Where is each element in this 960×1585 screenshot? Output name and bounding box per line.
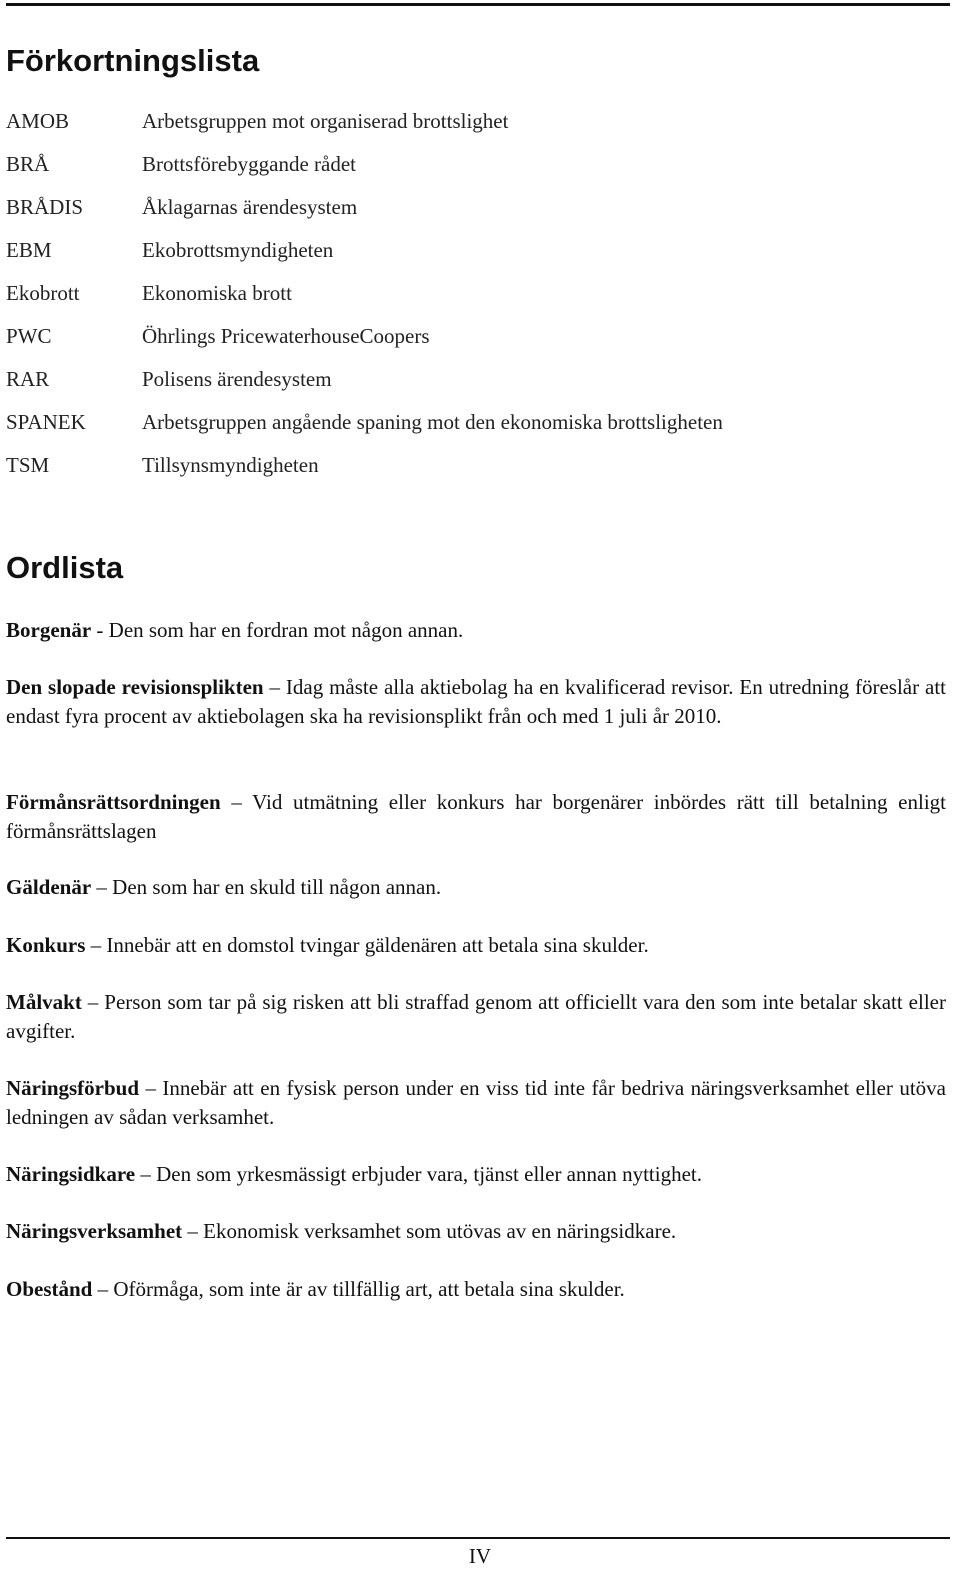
glossary-definition: – Ekonomisk verksamhet som utövas av en näringsidkare.	[182, 1219, 677, 1243]
abbreviation-code: AMOB	[6, 109, 70, 133]
abbreviation-meaning: Öhrlings PricewaterhouseCoopers	[142, 324, 430, 348]
glossary-entry	[6, 988, 946, 1046]
glossary-definition: – Idag måste alla aktiebolag ha en kvalificerad revisor. En utredning föreslår att endast fyra procent av aktiebolagen ska ha revisionsplikt från och med 1 juli år 2010.	[6, 675, 946, 728]
glossary-entry	[6, 1275, 946, 1304]
glossary-term: Näringsidkare	[6, 1162, 136, 1186]
abbreviations-heading: Förkortningslista	[6, 43, 260, 78]
abbreviation-meaning: Åklagarnas ärendesystem	[142, 195, 358, 219]
abbreviation-row	[6, 143, 946, 186]
abbreviation-row	[6, 315, 946, 358]
glossary-entry	[6, 1160, 946, 1189]
glossary-term: Målvakt	[6, 990, 82, 1014]
glossary-entry	[6, 1074, 946, 1132]
glossary-heading: Ordlista	[6, 550, 124, 585]
abbreviation-meaning: Polisens ärendesystem	[142, 367, 332, 391]
glossary-definition: – Oförmåga, som inte är av tillfällig art, att betala sina skulder.	[92, 1277, 625, 1301]
abbreviation-meaning: Arbetsgruppen angående spaning mot den ekonomiska brottsligheten	[142, 410, 723, 434]
abbreviation-code: SPANEK	[6, 410, 86, 434]
abbreviation-code: BRÅ	[6, 152, 50, 176]
footer-rule	[6, 1537, 950, 1539]
glossary-definition: - Den som har en fordran mot någon annan.	[91, 618, 464, 642]
abbreviation-meaning: Brottsförebyggande rådet	[142, 152, 357, 176]
glossary-definition: – Vid utmätning eller konkurs har borgenärer inbördes rätt till betalning enligt förmånsrättslagen	[6, 790, 946, 843]
glossary-entry	[6, 673, 946, 731]
glossary-definition: – Innebär att en fysisk person under en viss tid inte får bedriva näringsverksamhet eller utöva ledningen av sådan verksamhet.	[6, 1076, 946, 1129]
glossary-term: Den slopade revisionsplikten	[6, 675, 264, 699]
glossary-term: Obestånd	[6, 1277, 93, 1301]
glossary-term: Gäldenär	[6, 875, 92, 899]
glossary-entry	[6, 873, 946, 902]
page-number: IV	[468, 1544, 492, 1568]
abbreviation-code: RAR	[6, 367, 50, 391]
abbreviation-row	[6, 186, 946, 229]
abbreviation-code: Ekobrott	[6, 281, 80, 305]
abbreviation-meaning: Ekonomiska brott	[142, 281, 292, 305]
abbreviation-meaning: Tillsynsmyndigheten	[142, 453, 319, 477]
glossary-term: Konkurs	[6, 933, 86, 957]
abbreviation-code: TSM	[6, 453, 50, 477]
abbreviation-row	[6, 358, 946, 401]
top-rule	[6, 3, 950, 6]
glossary-term: Näringsverksamhet	[6, 1219, 183, 1243]
abbreviation-code: PWC	[6, 324, 52, 348]
glossary-term: Förmånsrättsordningen	[6, 790, 221, 814]
glossary-term: Borgenär	[6, 618, 92, 642]
glossary-definition: – Person som tar på sig risken att bli straffad genom att officiellt vara den som inte betalar skatt eller avgifter.	[6, 990, 946, 1043]
abbreviation-meaning: Ekobrottsmyndigheten	[142, 238, 334, 262]
glossary-definition: – Innebär att en domstol tvingar gäldenären att betala sina skulder.	[85, 933, 649, 957]
abbreviation-row	[6, 100, 946, 143]
glossary-entry	[6, 1217, 946, 1246]
glossary-term: Näringsförbud	[6, 1076, 140, 1100]
glossary-entry	[6, 616, 946, 645]
abbreviation-meaning: Arbetsgruppen mot organiserad brottslighet	[142, 109, 509, 133]
abbreviation-row	[6, 444, 946, 487]
abbreviation-list	[6, 100, 946, 487]
abbreviation-row	[6, 272, 946, 315]
abbreviation-row	[6, 401, 946, 444]
glossary-entry	[6, 931, 946, 960]
abbreviation-code: BRÅDIS	[6, 195, 84, 219]
abbreviation-row	[6, 229, 946, 272]
abbreviation-code: EBM	[6, 238, 52, 262]
glossary-definition: – Den som har en skuld till någon annan.	[91, 875, 442, 899]
glossary-entry	[6, 788, 946, 846]
glossary-definition: – Den som yrkesmässigt erbjuder vara, tjänst eller annan nyttighet.	[135, 1162, 702, 1186]
